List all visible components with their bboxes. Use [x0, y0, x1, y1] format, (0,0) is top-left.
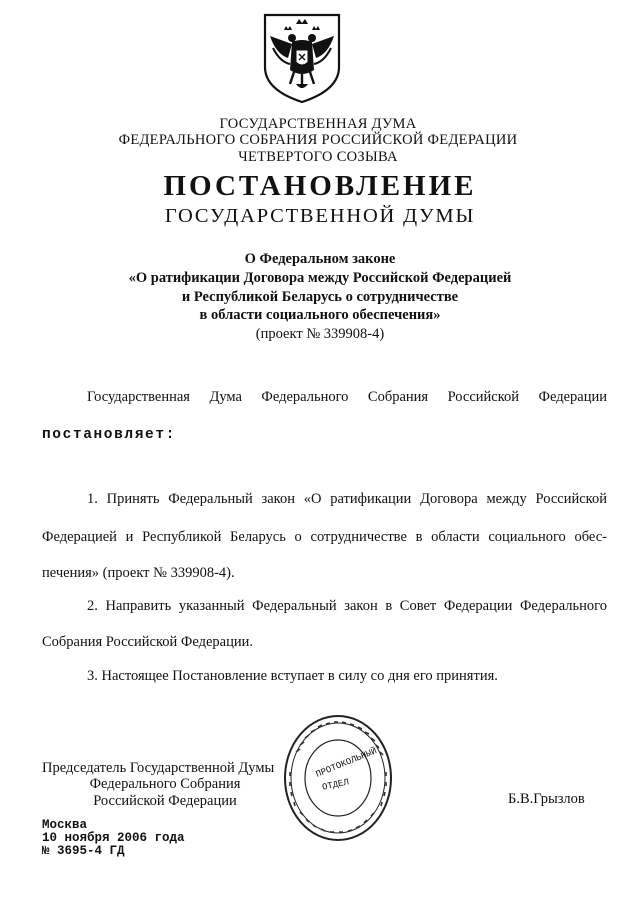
about-line-2: «О ратификации Договора между Российской Федерацией	[128, 270, 512, 286]
intro-paragraph: Государственная Дума Федерального Собрания Российской Федерации	[87, 389, 607, 405]
document-number: № 3695-4 ГД	[42, 844, 125, 858]
document-title: ПОСТАНОВЛЕНИЕ	[163, 170, 477, 202]
item-1-line-2: Федерацией и Республикой Беларусь о сотрудничестве в области социального обес-	[42, 529, 607, 545]
signature-line-2: Федерального Собрания	[89, 776, 241, 792]
city-label: Москва	[42, 818, 88, 832]
about-line-1: О Федеральном законе	[244, 251, 396, 267]
item-3-line-1: 3. Настоящее Постановление вступает в силу со дня его принятия.	[87, 668, 498, 684]
about-line-3: и Республикой Беларусь о сотрудничестве	[181, 289, 459, 305]
stamp-text-top: ПРОТОКОЛЬНЫЙ	[314, 746, 379, 780]
about-line-4: в области социального обеспечения»	[199, 307, 441, 323]
item-1-line-1: 1. Принять Федеральный закон «О ратификации Договора между Российской	[87, 491, 607, 507]
item-2-line-2: Собрания Российской Федерации.	[42, 634, 253, 650]
about-line-5: (проект № 339908-4)	[255, 326, 385, 342]
date-label: 10 ноября 2006 года	[42, 831, 185, 845]
signature-line-1: Председатель Государственной Думы	[42, 760, 275, 776]
signature-line-3: Российской Федерации	[93, 793, 237, 809]
document-subtitle: ГОСУДАРСТВЕННОЙ ДУМЫ	[164, 205, 476, 227]
signer-name: Б.В.Грызлов	[508, 791, 585, 807]
coat-of-arms-icon	[262, 12, 342, 104]
stamp-text-bottom: ОТДЕЛ	[321, 777, 350, 793]
item-1-line-3: печения» (проект № 339908-4).	[42, 565, 235, 581]
resolves-label: постановляет:	[42, 427, 176, 443]
item-2-line-1: 2. Направить указанный Федеральный закон в Совет Федерации Федерального	[87, 598, 607, 614]
round-seal-icon	[282, 712, 394, 844]
